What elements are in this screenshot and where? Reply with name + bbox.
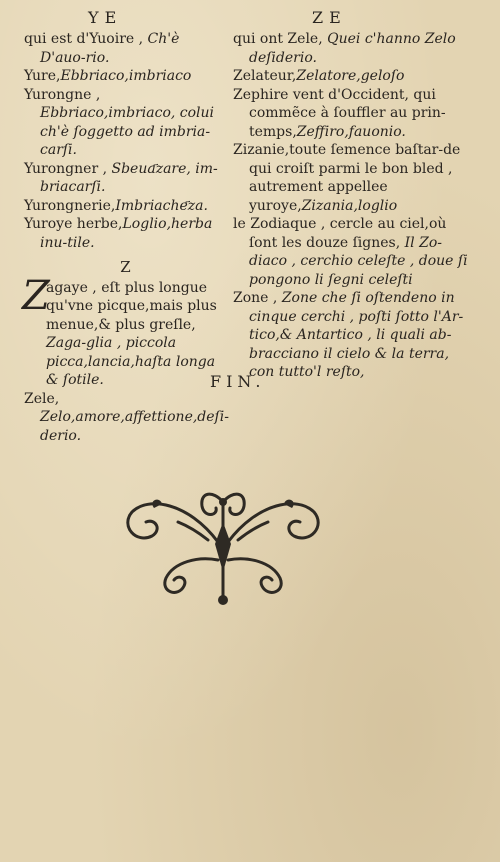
column-header-right: ZE (312, 8, 347, 27)
dictionary-entry: Zone , Zone che ſi oſtendeno in cinque cerchi , poſti ſotto l'Ar-tico,& Antartico , li quali ab-bracciano il cielo & la terra, con tutto'l reſto, (233, 290, 464, 380)
dictionary-entry: Z agaye , eſt plus longue qu'vne picque,mais plus menue,& plus greſle, Zaga-glia , piccola picca,lancia,haſta longa & ſotile. (22, 272, 217, 388)
column-header-left: YE (88, 8, 123, 27)
section-letter-z: Z (120, 258, 131, 276)
dictionary-entry: Yuroye herbe,Loglio,herba inu-tile. (24, 216, 213, 251)
dictionary-entry: Yurongner , Sbeua҃zare, im-briacarſi. (24, 160, 218, 195)
drop-cap: Z (22, 272, 50, 319)
dictionary-entry: Zephire vent d'Occident, qui commẽce à ſouffler au prin-temps,Zeffiro,fauonio. (233, 86, 446, 140)
dictionary-entry: qui est d'Yuoire , Ch'è D'auo-rio. (24, 31, 180, 66)
dictionary-entry: Zizanie,toute ſemence baſtar-de qui croiſt parmi le bon bled , autrement appellee yuroye,Zizania,loglio (233, 142, 461, 214)
fin-label: FIN. (210, 372, 266, 391)
dictionary-entry: Yurongne , Ebbriaco,imbriaco, colui ch'è ſoggetto ad imbria-carſi. (24, 86, 215, 158)
dictionary-entry: le Zodiaque , cercle au ciel,où ſont les douze ſignes, Il Zo-diaco , cerchio celeſte , doue ſi pongono li ſegni celeſti (233, 216, 468, 288)
dictionary-entry: Yurongnerie,Imbriache҃za. (24, 197, 208, 214)
dictionary-entry: qui ont Zele, Quei c'hanno Zelo deſiderio. (233, 31, 456, 66)
dictionary-entry: Zele, Zelo,amore,affettione,deſi-derio. (24, 390, 229, 444)
ornament-icon (118, 482, 328, 607)
dictionary-entry: Zelateur,Zelatore,geloſo (233, 68, 405, 84)
right-column (233, 30, 473, 382)
dictionary-entry: Yure,Ebbriaco,imbriaco (24, 68, 192, 84)
left-column (24, 30, 227, 445)
